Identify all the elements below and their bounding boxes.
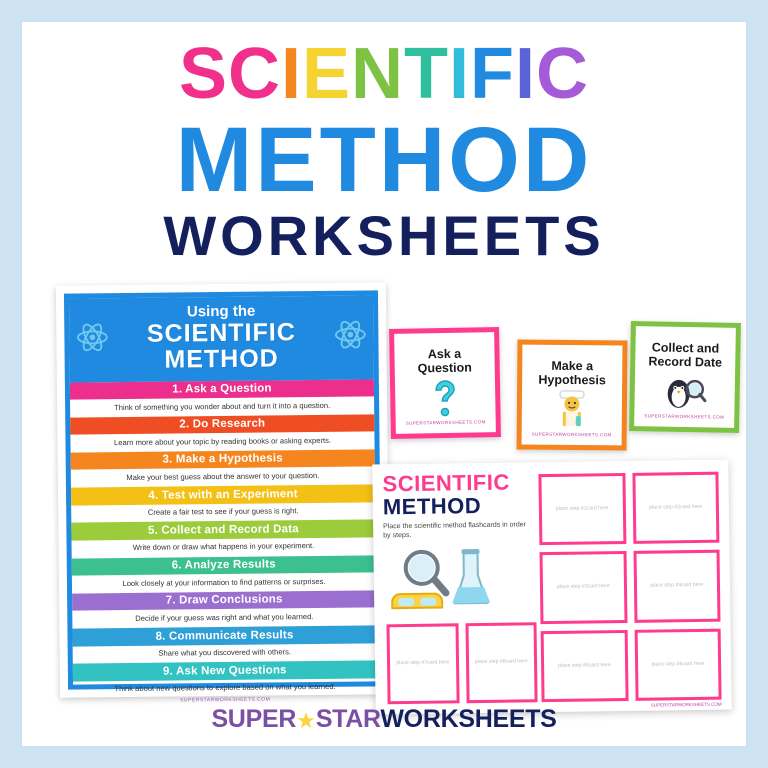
mat-footer: SUPERSTARWORKSHEETS.COM [650,701,722,708]
mat-slot-label: place step #8 [474,659,506,666]
mat-slot[interactable] [465,622,538,703]
poster-step-description: Write down or draw what happens in your experiment. [132,541,315,553]
poster-step-description: Look closely at your information to find patterns or surprises. [122,576,326,588]
title-letter-8: I [515,34,537,114]
mat-slot[interactable] [540,551,627,624]
title-worksheets: WORKSHEETS [163,204,605,268]
poster-step-title: 6. Analyze Results [72,555,376,576]
sorting-mat [372,460,731,715]
product-cover-card [22,22,746,746]
mat-slot-label: card here [427,659,450,667]
flashcard-footer: SUPERSTARWORKSHEETS.COM [405,419,486,426]
title-letter-1: C [227,34,281,114]
atom-icon [75,320,109,354]
scientific-method-poster [56,282,390,704]
mat-slot-label: place step #1 [555,505,587,513]
poster-step [71,449,375,487]
mat-slot[interactable] [538,473,625,546]
title-method: METHOD [175,109,593,212]
atom-icon [333,317,367,351]
mat-slot[interactable] [634,628,721,701]
poster-step [72,555,376,593]
mat-slot-label: place step #5 [557,662,589,669]
mat-slot-label: card here [586,505,609,512]
poster-inner [64,290,382,704]
poster-step-description: Create a fair test to see if your guess is right. [147,506,299,517]
flashcard-title: Ask a Question [417,346,472,376]
poster-step-description: Decide if your guess was right and what you learned. [135,611,314,623]
mat-slot-label: card here [680,504,703,511]
mat-title-method: METHOD [382,492,482,520]
poster-steps-list [70,379,377,699]
poster-step-title: 4. Test with an Experiment [71,485,375,506]
mat-slot-label: card here [681,582,704,589]
mat-slot-grid-right [538,472,721,702]
poster-step [70,414,374,452]
flashcard-ask-a-question [389,327,501,439]
flashcard-title: Make a Hypothesis [538,358,606,388]
mat-slot-label: place step #3 [556,583,588,591]
poster-title-line2: METHOD [164,344,279,374]
brand-super: SUPER [211,705,297,733]
mat-slot-label: place step #6 [651,661,683,668]
mat-slot-label: place step #2 [649,504,681,511]
brand-worksheets: WORKSHEETS [380,705,557,733]
title-letter-3: E [302,34,352,114]
title-letter-6: I [449,34,471,114]
flashcard-art [423,375,468,420]
poster-header [69,295,374,382]
poster-step [72,625,376,663]
penguin-magnifier-icon [661,371,708,412]
poster-step-title: 1. Ask a Question [70,379,374,400]
title-letter-7: F [470,34,516,114]
mat-slot-label: card here [587,583,610,590]
poster-step-description: Share what you discovered with others. [158,647,292,658]
scientist-icon [552,388,592,432]
poster-eyebrow: Using the [186,302,256,321]
flashcard-collect-and-record-data [629,321,741,433]
question-mark-icon [423,375,468,420]
title-letter-9: C [536,34,590,114]
title-letter-4: N [351,34,405,114]
title-letter-2: I [280,34,302,114]
poster-step [71,485,375,523]
mat-slot[interactable] [632,472,719,545]
brand-star: STAR [315,705,381,733]
star-icon: ★ [296,708,316,733]
poster-step-description: Think about new questions to explore based on what you learned. [114,682,336,694]
poster-step-description: Make your best guess about the answer to your question. [126,470,320,482]
poster-step [72,590,376,628]
mat-slot[interactable] [387,623,460,704]
title-letter-5: T [404,34,450,114]
flashcard-make-a-hypothesis [517,340,628,451]
poster-footer: SUPERSTARWORKSHEETS.COM [180,696,271,704]
mat-slot-label: place step #7 [396,660,428,667]
flashcard-art [661,369,708,414]
flashcard-footer: SUPERSTARWORKSHEETS.COM [644,413,725,420]
title-scientific [22,34,746,114]
flashcard-title: Collect and Record Date [648,340,723,371]
poster-step [71,520,375,558]
title-letter-0: S [178,34,228,114]
poster-step-title: 3. Make a Hypothesis [71,449,375,470]
mat-slot-label: card here [682,660,705,668]
science-tools-icon [387,540,528,620]
title-block [22,34,746,268]
poster-step-title: 2. Do Research [70,414,374,435]
poster-step-title: 7. Draw Conclusions [72,590,376,611]
poster-step-title: 9. Ask New Questions [73,661,377,682]
brand-footer [22,705,746,734]
mat-slot[interactable] [541,630,628,703]
mat-slot-grid-bottom [387,622,538,704]
poster-title-line1: SCIENTIFIC [146,318,296,348]
flashcard-footer: SUPERSTARWORKSHEETS.COM [531,431,612,438]
mat-slot-label: card here [505,658,528,666]
flashcard-art [552,388,592,433]
poster-step-title: 5. Collect and Record Data [71,520,375,541]
poster-step-title: 8. Communicate Results [72,625,376,646]
poster-step [73,661,377,699]
poster-step-description: Think of something you wonder about and turn it into a question. [114,400,331,412]
poster-step-description: Learn more about your topic by reading books or asking experts. [113,435,332,447]
mat-title-scientific: SCIENTIFIC [382,469,510,497]
mat-slot[interactable] [633,550,720,623]
mat-instructions: Place the scientific method flashcards in order by steps. [383,521,526,540]
mat-slot-label: place step #4 [650,582,682,590]
mat-slot-label: card here [588,662,611,669]
poster-step [70,379,374,417]
